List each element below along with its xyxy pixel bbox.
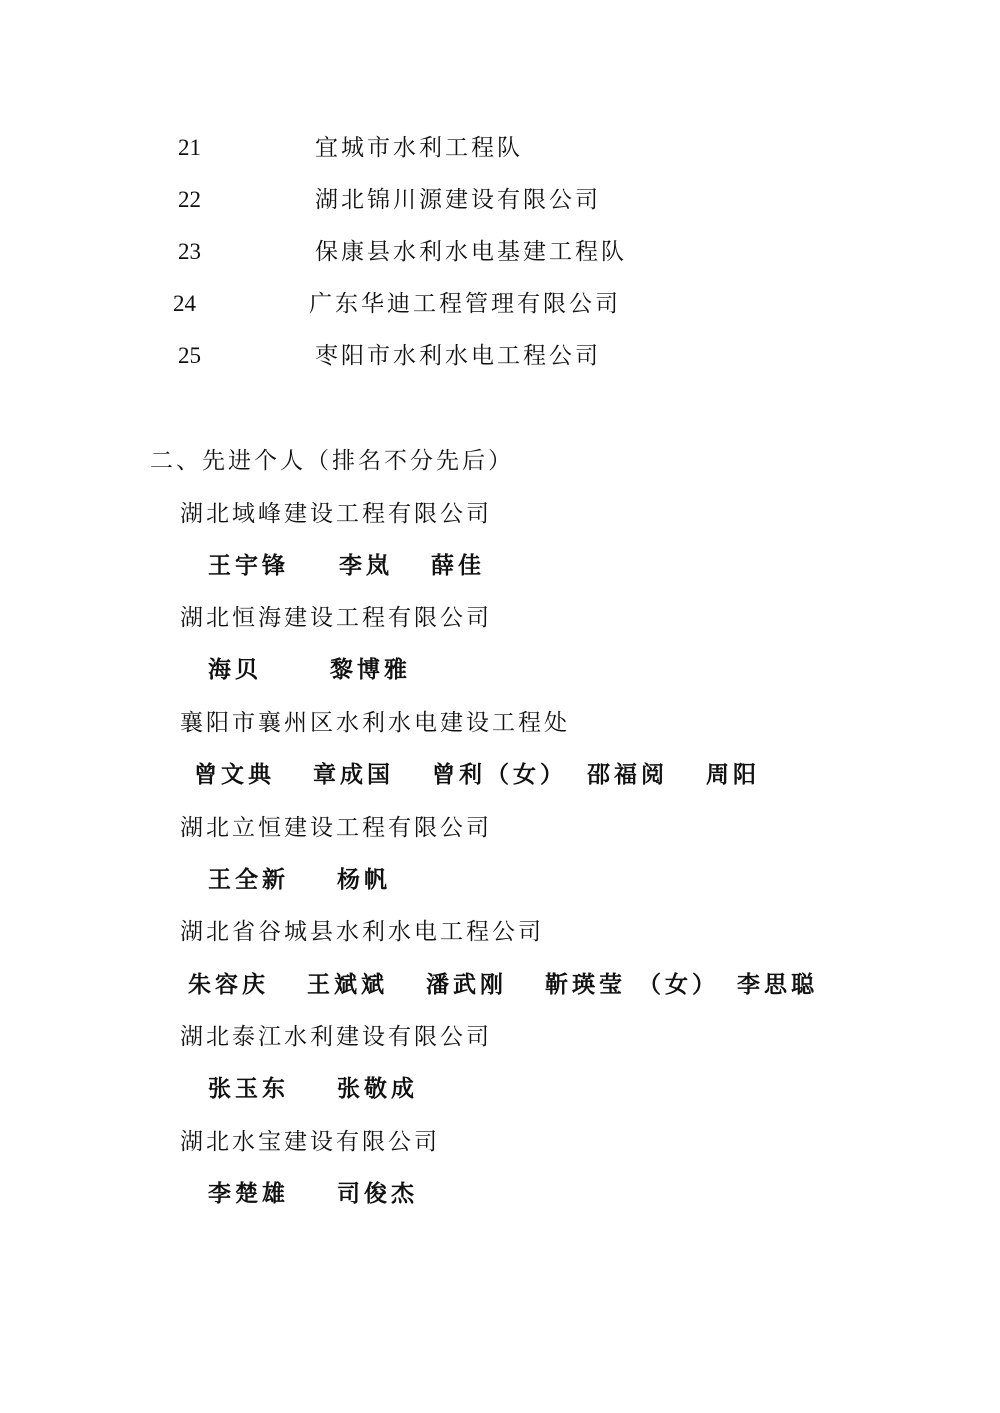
person-name: 邵福阅	[587, 761, 668, 788]
person-name: 潘武刚	[426, 971, 507, 998]
company-name: 湖北域峰建设工程有限公司	[180, 501, 492, 527]
person-list	[208, 1174, 418, 1214]
list-item-number: 24	[173, 291, 196, 316]
company-name: 襄阳市襄州区水利水电建设工程处	[180, 710, 570, 736]
person-name: 王宇锋	[208, 552, 289, 579]
list-item-number: 22	[178, 187, 201, 212]
list-item-name: 广东华迪工程管理有限公司	[309, 291, 621, 317]
person-name: 章成国	[313, 761, 394, 788]
person-name: 曾利（女）	[432, 761, 567, 788]
list-item-name: 枣阳市水利水电工程公司	[315, 343, 601, 369]
list-item-name: 保康县水利水电基建工程队	[315, 239, 627, 265]
list-item-name: 湖北锦川源建设有限公司	[315, 187, 601, 213]
company-name: 湖北省谷城县水利水电工程公司	[180, 919, 544, 945]
person-name: 周阳	[706, 761, 760, 788]
person-name: 杨帆	[337, 866, 391, 893]
list-item-number: 25	[178, 343, 201, 368]
list-item	[0, 232, 1000, 272]
list-item-number: 21	[178, 135, 201, 160]
person-name: 黎博雅	[330, 656, 411, 683]
person-name: 司俊杰	[337, 1180, 418, 1207]
person-name: 靳瑛莹 （女）	[545, 971, 720, 998]
list-item	[0, 284, 1000, 324]
person-list	[208, 1069, 418, 1109]
person-list	[208, 860, 391, 900]
person-name: 薛佳	[431, 552, 485, 579]
list-item-name: 宜城市水利工程队	[315, 135, 523, 161]
person-list	[188, 965, 818, 1005]
company-name: 湖北水宝建设有限公司	[180, 1129, 440, 1155]
person-list	[194, 755, 760, 795]
list-item	[0, 128, 1000, 168]
person-name: 李楚雄	[208, 1180, 289, 1207]
person-name: 王斌斌	[307, 971, 388, 998]
person-name: 海贝	[208, 656, 262, 683]
list-item	[0, 180, 1000, 220]
person-list	[208, 650, 411, 690]
person-list	[208, 546, 485, 586]
person-name: 李岚	[339, 552, 393, 579]
list-item	[0, 336, 1000, 376]
company-name: 湖北泰江水利建设有限公司	[180, 1024, 492, 1050]
person-name: 李思聪	[737, 971, 819, 998]
person-name: 张敬成	[337, 1075, 418, 1102]
company-name: 湖北立恒建设工程有限公司	[180, 815, 492, 841]
person-name: 曾文典	[194, 761, 275, 788]
section-heading: 二、先进个人（排名不分先后）	[150, 448, 514, 474]
person-name: 王全新	[208, 866, 289, 893]
list-item-number: 23	[178, 239, 201, 264]
person-name: 朱容庆	[188, 971, 269, 998]
company-name: 湖北恒海建设工程有限公司	[180, 605, 492, 631]
person-name: 张玉东	[208, 1075, 289, 1102]
